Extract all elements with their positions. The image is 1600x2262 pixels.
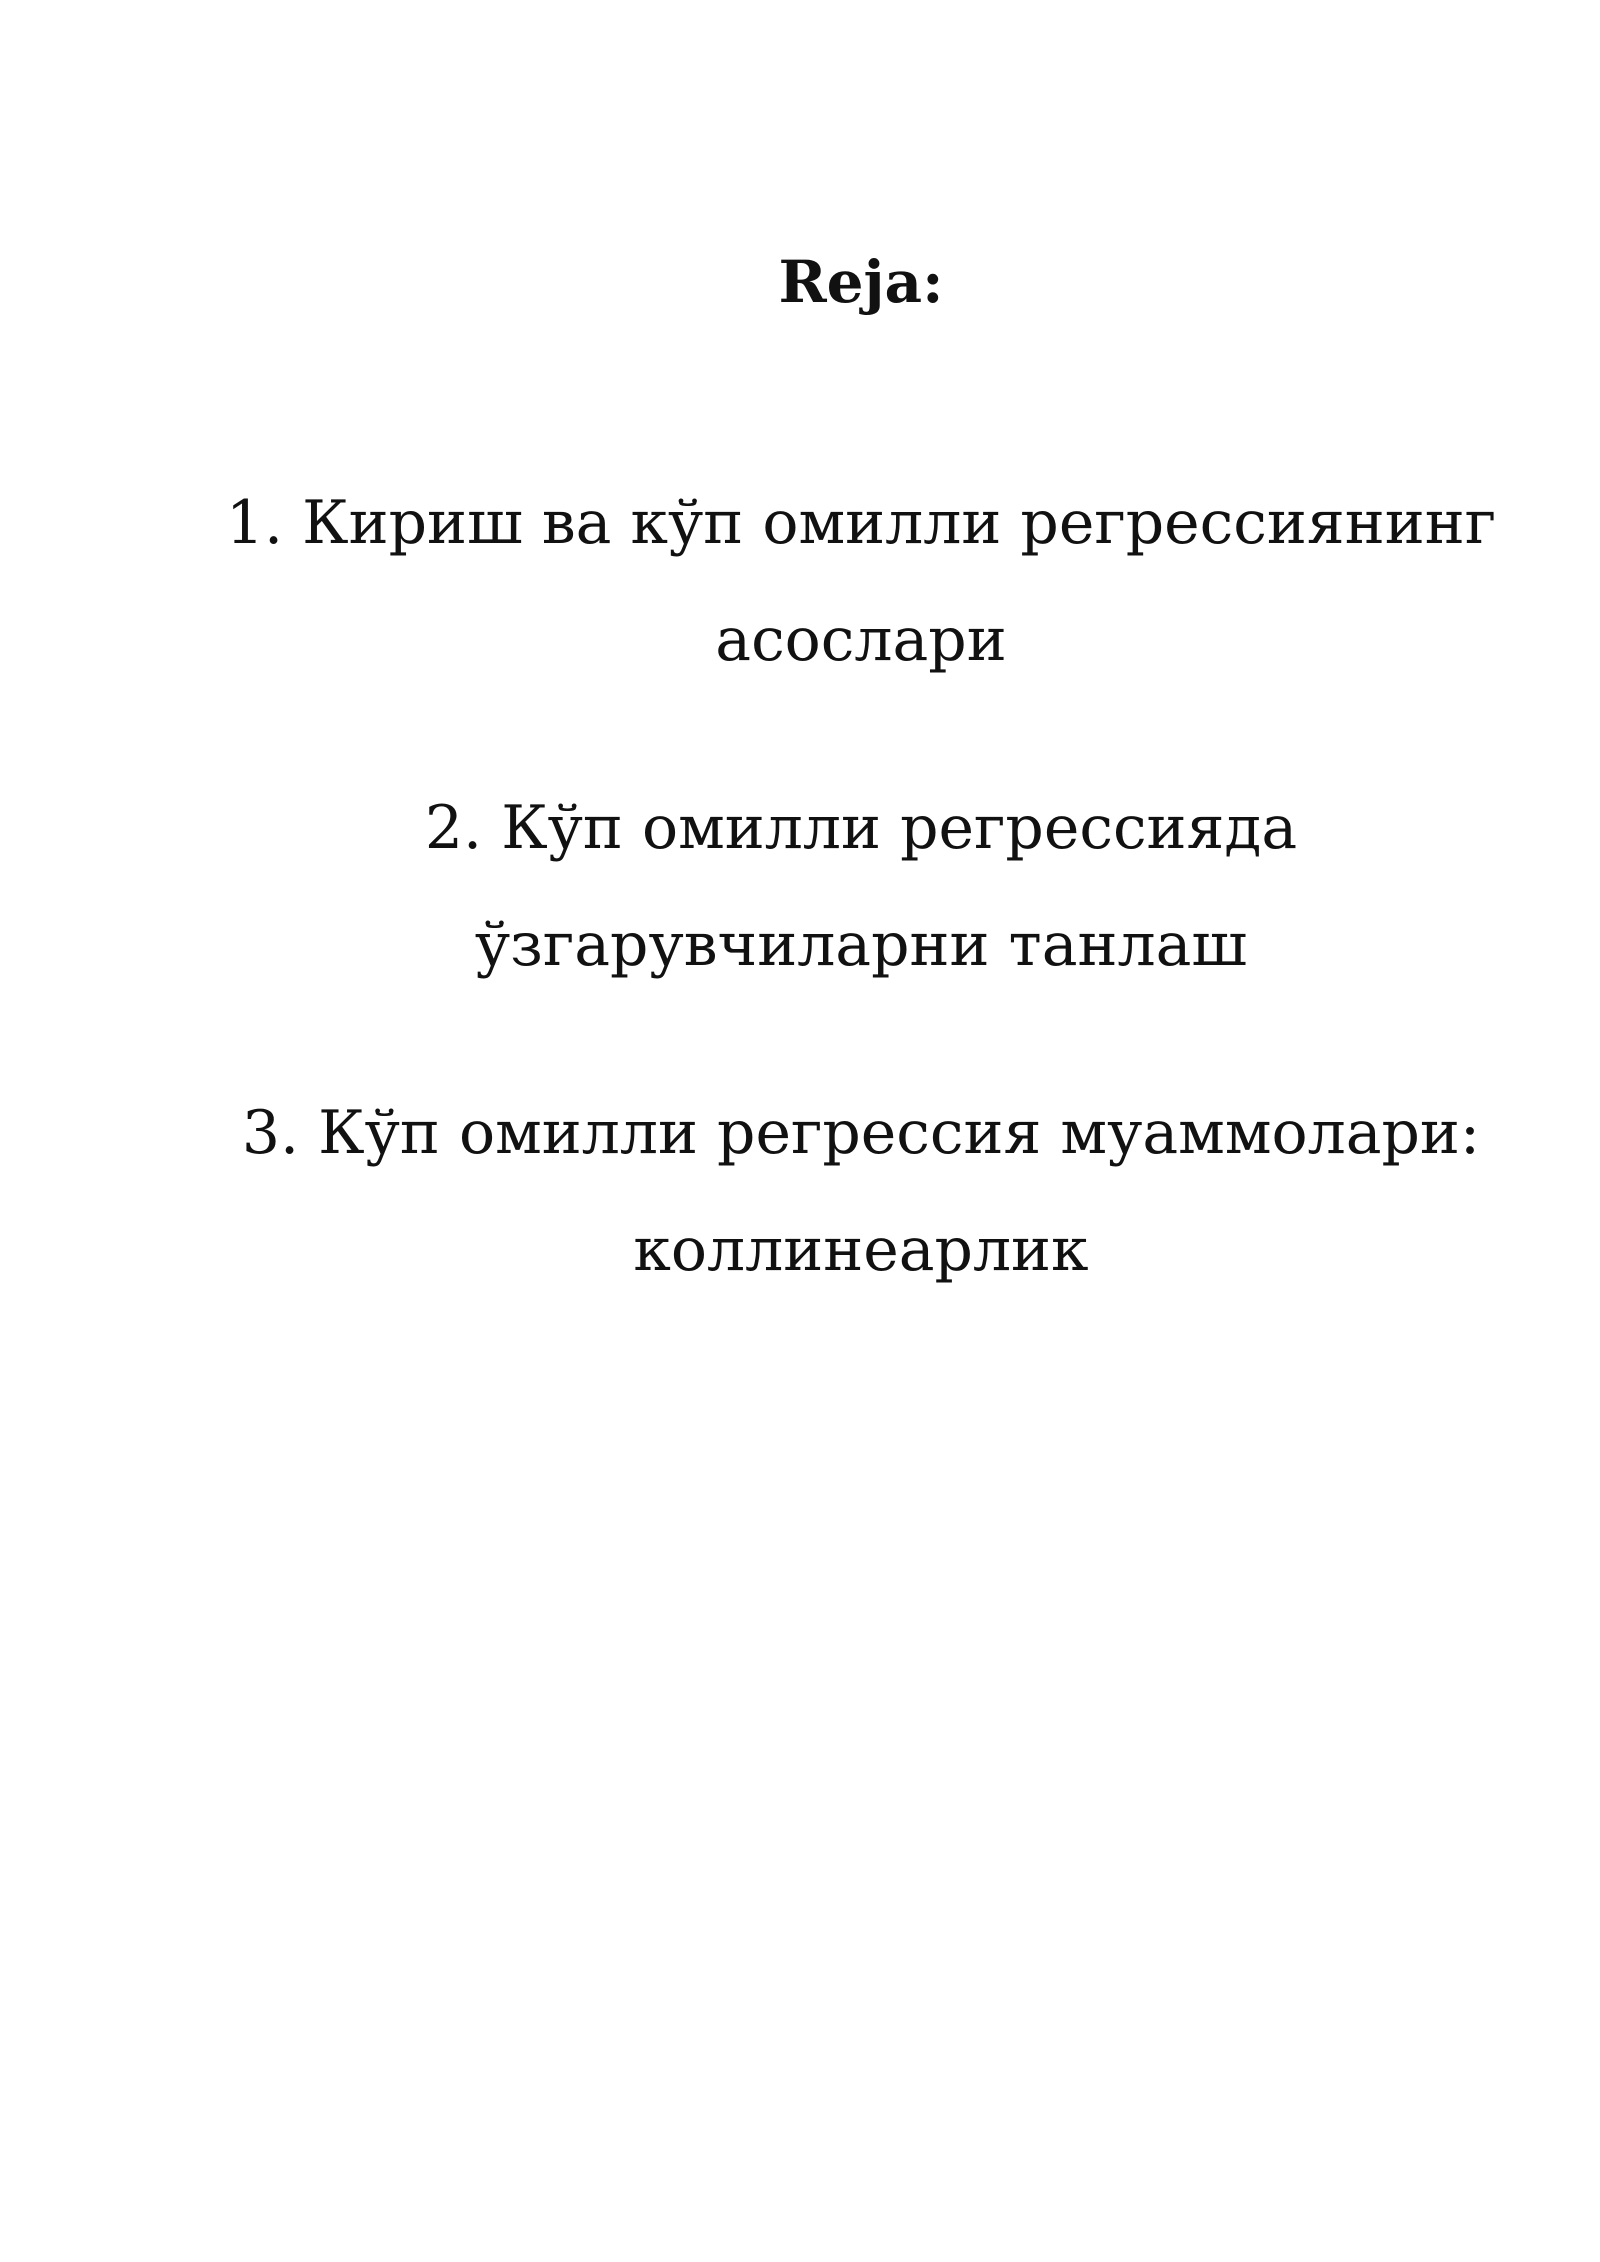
plan-item-2-line-1: 2. Кўп омилли регрессияда [424,793,1298,863]
plan-item-3-line-2: коллинеарлик [633,1215,1089,1285]
plan-item-1-line-2: асослари [715,605,1007,675]
plan-item-1 [180,465,1542,699]
plan-item-2-line-2: ўзгарувчиларни танлаш [474,910,1248,980]
page-title: Reja: [778,248,944,316]
plan-item-3 [180,1075,1542,1309]
plan-item-1-line-1: 1. Кириш ва кўп омилли регрессиянинг [225,488,1497,558]
plan-item-3-line-1: 3. Кўп омилли регрессия муаммолари: [241,1098,1481,1168]
plan-item-2 [180,770,1542,1004]
